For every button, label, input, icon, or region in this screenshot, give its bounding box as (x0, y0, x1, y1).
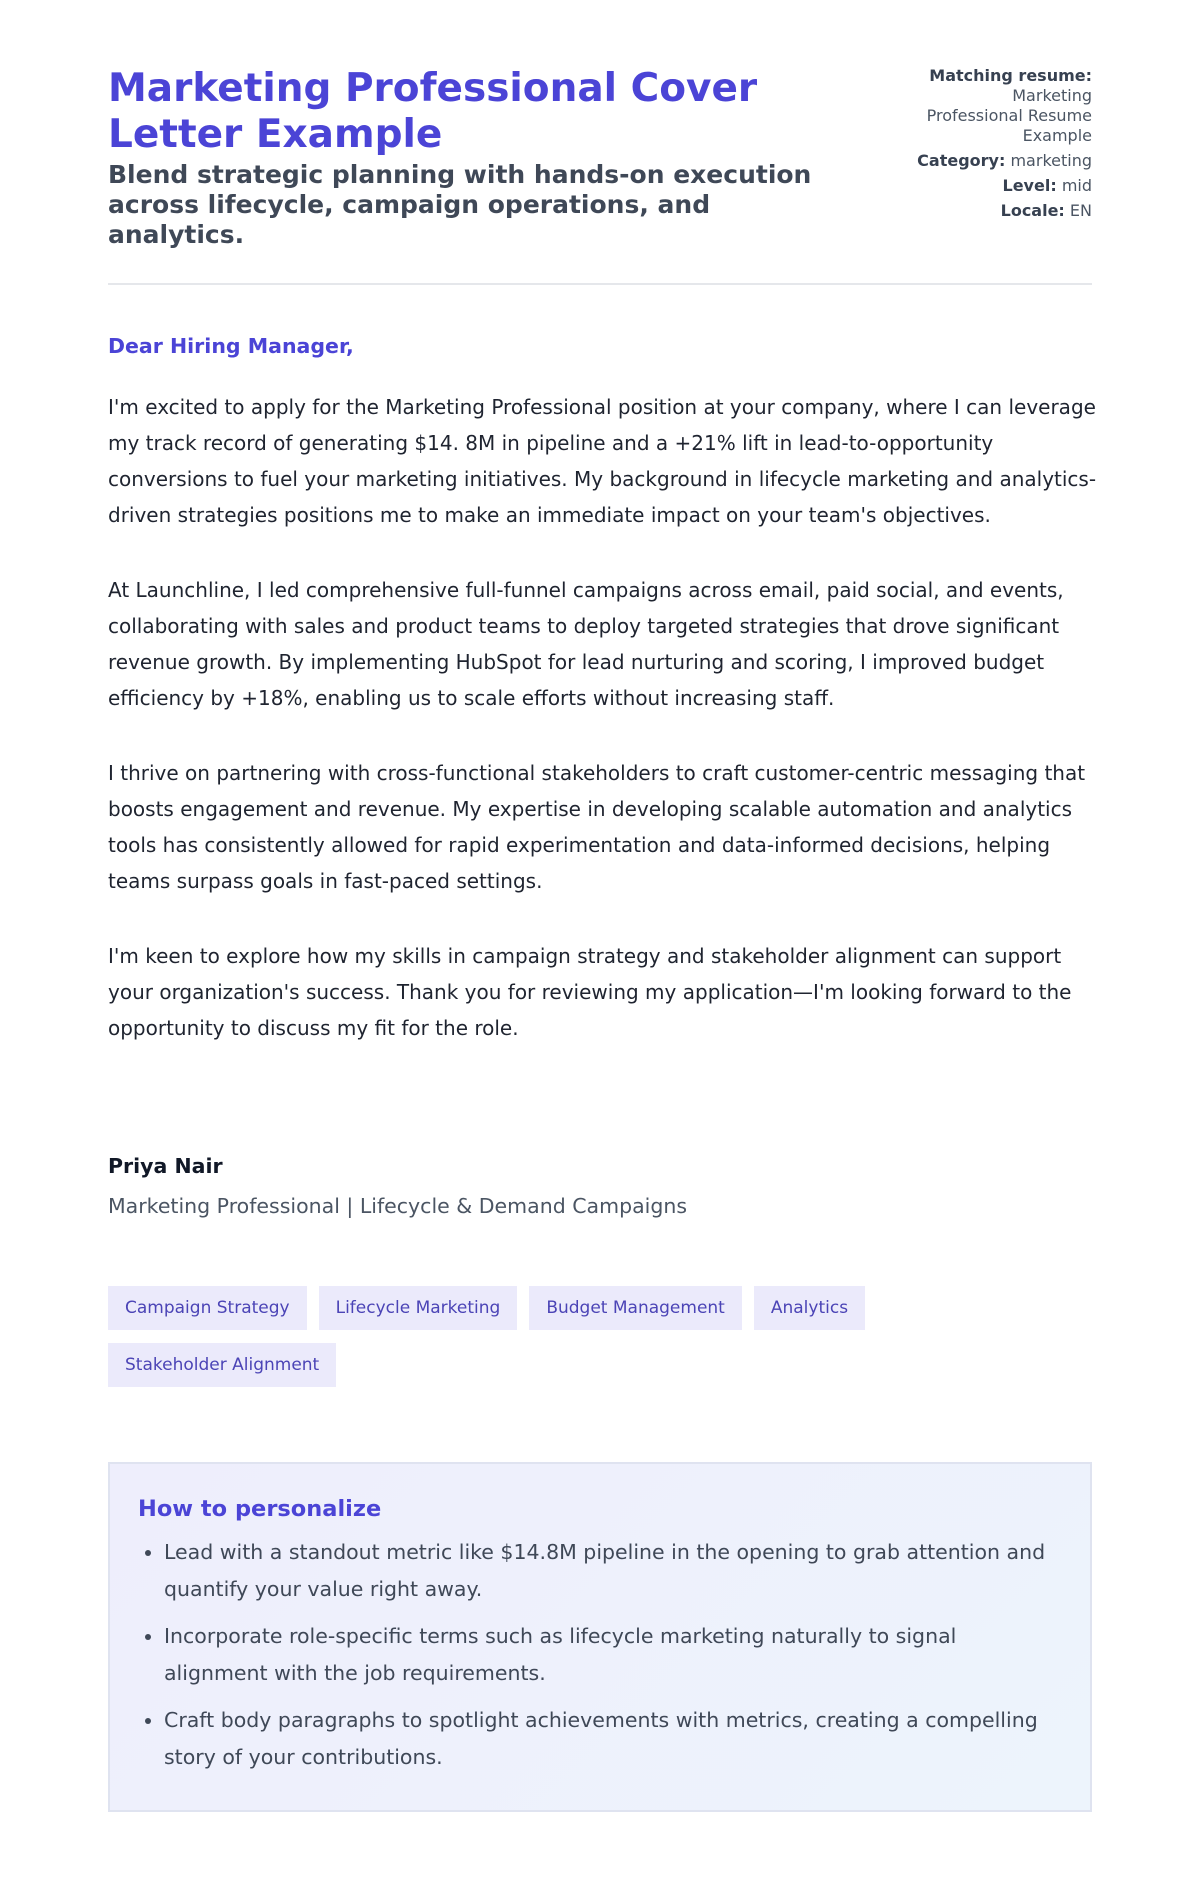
letter-paragraph: I'm keen to explore how my skills in campaign strategy and stakeholder alignment can support your organization's success. Thank you for reviewing my application—I'm looking forward to the opportunity to discuss my fit for the role. (108, 944, 1072, 1040)
header (108, 0, 1092, 285)
tip-item: • Lead with a standout metric like $14.8M pipeline in the opening to grab attention and quantify your value right away. (164, 1534, 1062, 1608)
salutation: Dear Hiring Manager, (108, 334, 354, 358)
signature-name: Priya Nair (108, 1154, 223, 1178)
locale-value: EN (1069, 201, 1092, 220)
letter-paragraph: At Launchline, I led comprehensive full-funnel campaigns across email, paid social, and events, collaborating with sales and product teams to deploy targeted strategies that drove significant revenue growth. By implementing HubSpot for lead nurturing and scoring, I improved budget efficiency by +18%, enabling us to scale efforts without increasing staff. (108, 578, 1064, 710)
skill-tag: Campaign Strategy (108, 1286, 307, 1330)
page-subtitle: Blend strategic planning with hands-on execution across lifecycle, campaign operations, and analytics. (108, 160, 812, 249)
tip-item: • Craft body paragraphs to spotlight achievements with metrics, creating a compelling story of your contributions. (164, 1702, 1062, 1776)
meta-info (832, 66, 1092, 221)
signature-title: Marketing Professional | Lifecycle & Demand Campaigns (108, 1194, 688, 1218)
tips-heading: How to personalize (138, 1496, 382, 1522)
letter-body (108, 389, 1098, 1085)
level-value: mid (1061, 176, 1092, 195)
category-label: Category: (917, 151, 1006, 170)
tip-item: • Incorporate role-specific terms such as lifecycle marketing naturally to signal alignment with the job requirements. (164, 1618, 1062, 1692)
locale-label: Locale: (1000, 201, 1065, 220)
skill-tag: Budget Management (529, 1286, 742, 1330)
page-title: Marketing Professional Cover Letter Example (108, 66, 758, 157)
skill-tags (108, 1286, 908, 1387)
matching-resume-label: Matching resume: (929, 66, 1092, 85)
letter-paragraph: I'm excited to apply for the Marketing Professional position at your company, where I can leverage my track record of generating $14. 8M in pipeline and a +21% lift in lead-to-opportunity conversions to fuel your marketing initiatives. My background in lifecycle marketing and analytics-driven strategies positions me to make an immediate impact on your team's objectives. (108, 395, 1097, 527)
tips-list (138, 1534, 1062, 1776)
category-value: marketing (1010, 151, 1092, 170)
skill-tag: Analytics (754, 1286, 865, 1330)
cover-letter-page (108, 0, 1097, 1769)
skill-tag: Stakeholder Alignment (108, 1343, 336, 1387)
level-label: Level: (1002, 176, 1057, 195)
letter-paragraph: I thrive on partnering with cross-functional stakeholders to craft customer-centric messaging that boosts engagement and revenue. My expertise in developing scalable automation and analytics tools has consistently allowed for rapid experimentation and data-informed decisions, helping teams surpass goals in fast-paced settings. (108, 761, 1086, 893)
skill-tag: Lifecycle Marketing (319, 1286, 518, 1330)
personalize-tips-box (108, 1462, 1092, 1812)
matching-resume-value[interactable]: Marketing Professional Resume Example (926, 86, 1092, 145)
